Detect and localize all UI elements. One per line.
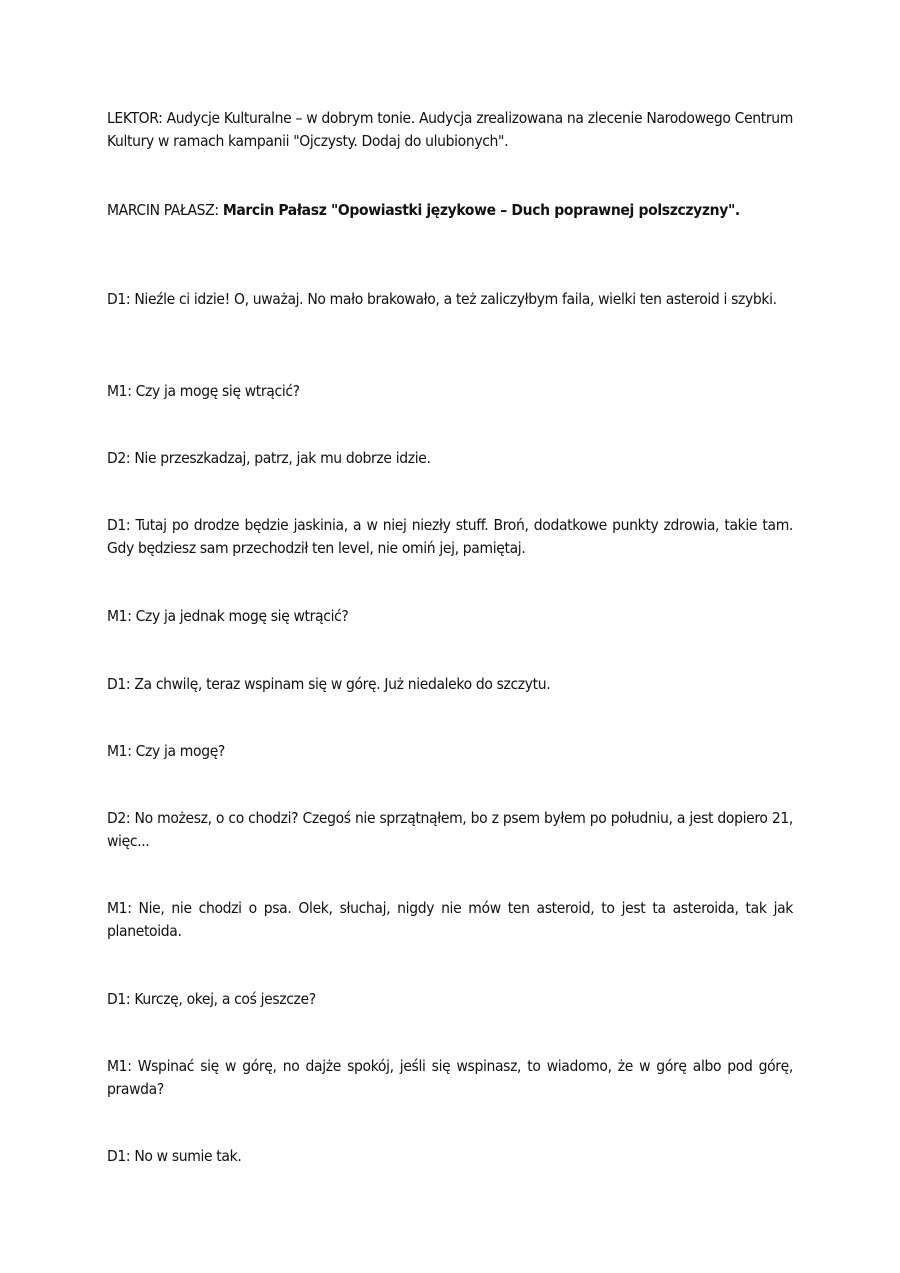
speaker-label: M1: xyxy=(107,382,132,400)
speaker-label: D1: xyxy=(107,1147,131,1165)
paragraph-text: Nie, nie chodzi o psa. Olek, słuchaj, nigdy nie mów ten asteroid, to jest ta asteroida, tak jak planetoida. xyxy=(107,899,794,940)
paragraph-marcin-title xyxy=(107,199,793,222)
paragraph-text: Tutaj po drodze będzie jaskinia, a w niej niezły stuff. Broń, dodatkowe punkty zdrowia, takie tam. Gdy będziesz sam przechodził ten level, nie omiń jej, pamiętaj. xyxy=(107,516,794,557)
paragraph-text: No możesz, o co chodzi? Czegoś nie sprzątnąłem, bo z psem byłem po południu, a jest dopiero 21, więc... xyxy=(107,809,793,850)
speaker-label: MARCIN PAŁASZ: xyxy=(107,201,219,219)
paragraph-m1-line-5 xyxy=(107,1055,793,1101)
paragraph-text: Czy ja mogę? xyxy=(135,742,225,760)
speaker-label: LEKTOR: xyxy=(107,109,163,127)
paragraph-text: Czy ja mogę się wtrącić? xyxy=(135,382,300,400)
paragraph-text: Kurczę, okej, a coś jeszcze? xyxy=(134,990,316,1008)
paragraph-text: Wspinać się w górę, no dajże spokój, jeśli się wspinasz, to wiadomo, że w górę albo pod górę, prawda? xyxy=(107,1057,793,1098)
speaker-label: D2: xyxy=(107,809,131,827)
speaker-label: M1: xyxy=(107,899,132,917)
paragraph-d1-line-4 xyxy=(107,988,793,1011)
paragraph-d1-line-2 xyxy=(107,514,793,560)
paragraph-d2-line-2 xyxy=(107,807,793,853)
paragraph-m1-line-4 xyxy=(107,897,793,943)
speaker-label: D1: xyxy=(107,675,131,693)
audition-title: Marcin Pałasz "Opowiastki językowe – Duch poprawnej polszczyzny". xyxy=(222,201,740,219)
paragraph-lektor-intro xyxy=(107,107,793,153)
paragraph-d2-line-1 xyxy=(107,447,793,470)
paragraph-d1-line-5 xyxy=(107,1145,793,1168)
paragraph-text: Czy ja jednak mogę się wtrącić? xyxy=(135,607,349,625)
speaker-label: D1: xyxy=(107,990,131,1008)
paragraph-text: Za chwilę, teraz wspinam się w górę. Już niedaleko do szczytu. xyxy=(134,675,551,693)
speaker-label: D1: xyxy=(107,290,131,308)
paragraph-d1-line-1 xyxy=(107,288,793,311)
speaker-label: D2: xyxy=(107,449,131,467)
paragraph-text: Nie przeszkadzaj, patrz, jak mu dobrze idzie. xyxy=(134,449,431,467)
paragraph-text: Nieźle ci idzie! O, uważaj. No mało brakowało, a też zaliczyłbym faila, wielki ten asteroid i szybki. xyxy=(134,290,777,308)
paragraph-m1-line-3 xyxy=(107,740,793,763)
speaker-label: M1: xyxy=(107,1057,132,1075)
paragraph-m1-line-2 xyxy=(107,605,793,628)
paragraph-d1-line-3 xyxy=(107,673,793,696)
speaker-label: M1: xyxy=(107,742,132,760)
paragraph-m1-line-1 xyxy=(107,380,793,403)
paragraph-text: No w sumie tak. xyxy=(134,1147,242,1165)
paragraph-text: Audycje Kulturalne – w dobrym tonie. Audycja zrealizowana na zlecenie Narodowego Centrum Kultury w ramach kampanii "Ojczysty. Dodaj do ulubionych". xyxy=(107,109,794,150)
speaker-label: M1: xyxy=(107,607,132,625)
speaker-label: D1: xyxy=(107,516,131,534)
